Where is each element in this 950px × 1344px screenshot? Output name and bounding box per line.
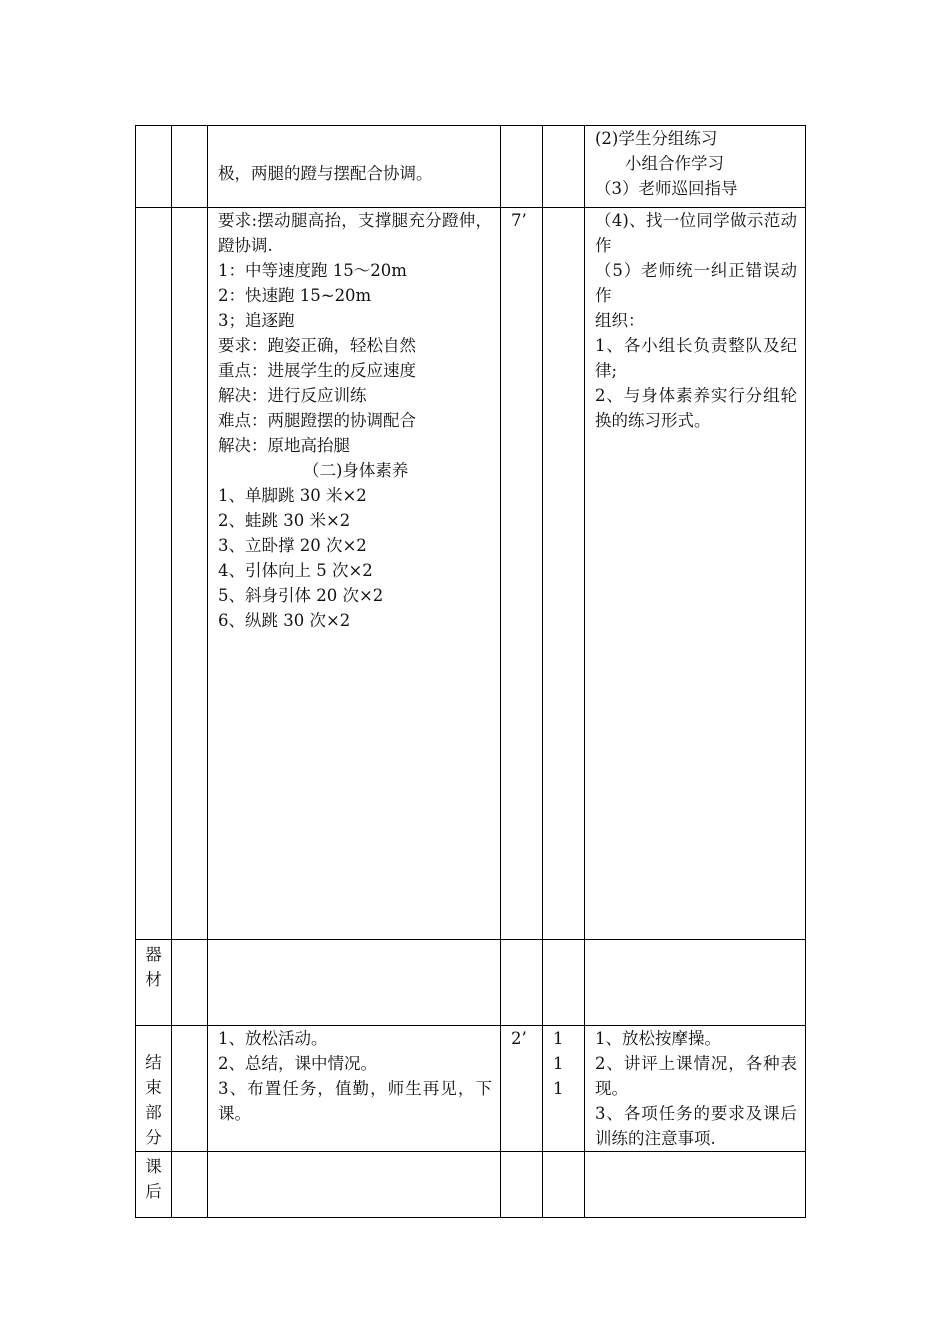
content-line: 2：快速跑 15~20m	[218, 286, 372, 305]
content-line: 解决：进行反应训练	[218, 386, 367, 405]
section-cell	[136, 940, 172, 1026]
content-cell	[208, 940, 501, 1026]
exercise-line: 6、纵跳 30 次×2	[218, 611, 351, 630]
exercise-line: 5、斜身引体 20 次×2	[218, 586, 384, 605]
count-cell	[543, 126, 585, 208]
section-char: 束	[145, 1078, 162, 1097]
time-cell	[501, 126, 543, 208]
count-cell	[543, 940, 585, 1026]
exercise-line: 1、单脚跳 30 米×2	[218, 486, 367, 505]
table-row-ending	[136, 1026, 806, 1152]
section-cell	[136, 1026, 172, 1152]
content-paragraph: 1、放松活动。	[218, 1029, 328, 1048]
table-row-main	[136, 208, 806, 940]
subsection-cell	[172, 126, 208, 208]
section-char: 材	[145, 970, 162, 989]
content-line: 解决：原地高抬腿	[218, 436, 350, 455]
count-cell	[543, 1026, 585, 1152]
section-char: 课	[145, 1157, 162, 1176]
section-cell	[136, 126, 172, 208]
content-line: 极，两腿的蹬与摆配合协调。	[218, 164, 433, 183]
content-cell	[208, 208, 501, 940]
table-row-continuation	[136, 126, 806, 208]
org-paragraph: 1、放松按摩操。	[595, 1029, 721, 1048]
count-value: 1	[553, 1054, 564, 1073]
time-value: 7’	[511, 211, 527, 230]
lesson-plan-table	[135, 125, 806, 1218]
org-paragraph: 2、讲评上课情况，各种表现。	[595, 1054, 797, 1098]
org-paragraph: 1、各小组长负责整队及纪律;	[595, 336, 797, 380]
content-paragraph: 要求:摆动腿高抬，支撑腿充分蹬伸，蹬协调.	[218, 211, 492, 255]
organization-cell	[585, 1026, 806, 1152]
organization-cell	[585, 126, 806, 208]
subsection-cell	[172, 1026, 208, 1152]
org-line: （3）老师巡回指导	[595, 179, 738, 198]
count-value: 1	[553, 1029, 564, 1048]
organization-cell	[585, 208, 806, 940]
content-line: 重点：进展学生的反应速度	[218, 361, 416, 380]
org-line: 小组合作学习	[625, 154, 724, 173]
subsection-cell	[172, 940, 208, 1026]
content-line: 1：中等速度跑 15～20m	[218, 261, 407, 280]
time-cell	[501, 208, 543, 940]
subsection-cell	[172, 208, 208, 940]
org-paragraph: 3、各项任务的要求及课后训练的注意事项.	[595, 1104, 797, 1148]
content-paragraph: 3、布置任务，值勤，师生再见，下课。	[218, 1079, 492, 1123]
organization-cell	[585, 940, 806, 1026]
count-value: 1	[553, 1079, 564, 1098]
section-char: 分	[145, 1128, 162, 1147]
org-line: (2)学生分组练习	[595, 129, 718, 148]
content-cell	[208, 1152, 501, 1218]
content-line: 要求：跑姿正确，轻松自然	[218, 336, 416, 355]
org-paragraph: 2、与身体素养实行分组轮换的练习形式。	[595, 386, 797, 430]
section-cell	[136, 1152, 172, 1218]
organization-cell	[585, 1152, 806, 1218]
time-value: 2’	[511, 1029, 527, 1048]
org-paragraph: （5）老师统一纠正错误动作	[595, 261, 797, 305]
time-cell	[501, 940, 543, 1026]
exercise-line: 3、立卧撑 20 次×2	[218, 536, 367, 555]
section-char: 部	[145, 1103, 162, 1122]
content-subheading: （二)身体素养	[303, 461, 409, 480]
table-row-after-class	[136, 1152, 806, 1218]
exercise-line: 4、引体向上 5 次×2	[218, 561, 373, 580]
time-cell	[501, 1152, 543, 1218]
content-cell	[208, 126, 501, 208]
count-cell	[543, 1152, 585, 1218]
section-char: 器	[145, 945, 162, 964]
content-line: 3；追逐跑	[218, 311, 295, 330]
org-paragraph: （4)、找一位同学做示范动作	[595, 211, 797, 255]
content-cell	[208, 1026, 501, 1152]
subsection-cell	[172, 1152, 208, 1218]
section-char: 结	[145, 1053, 162, 1072]
exercise-line: 2、蛙跳 30 米×2	[218, 511, 351, 530]
count-cell	[543, 208, 585, 940]
section-cell	[136, 208, 172, 940]
content-line: 难点：两腿蹬摆的协调配合	[218, 411, 416, 430]
content-paragraph: 2、总结，课中情况。	[218, 1054, 377, 1073]
section-char: 后	[145, 1182, 162, 1201]
time-cell	[501, 1026, 543, 1152]
table-row-equipment	[136, 940, 806, 1026]
org-paragraph: 组织：	[595, 311, 645, 330]
